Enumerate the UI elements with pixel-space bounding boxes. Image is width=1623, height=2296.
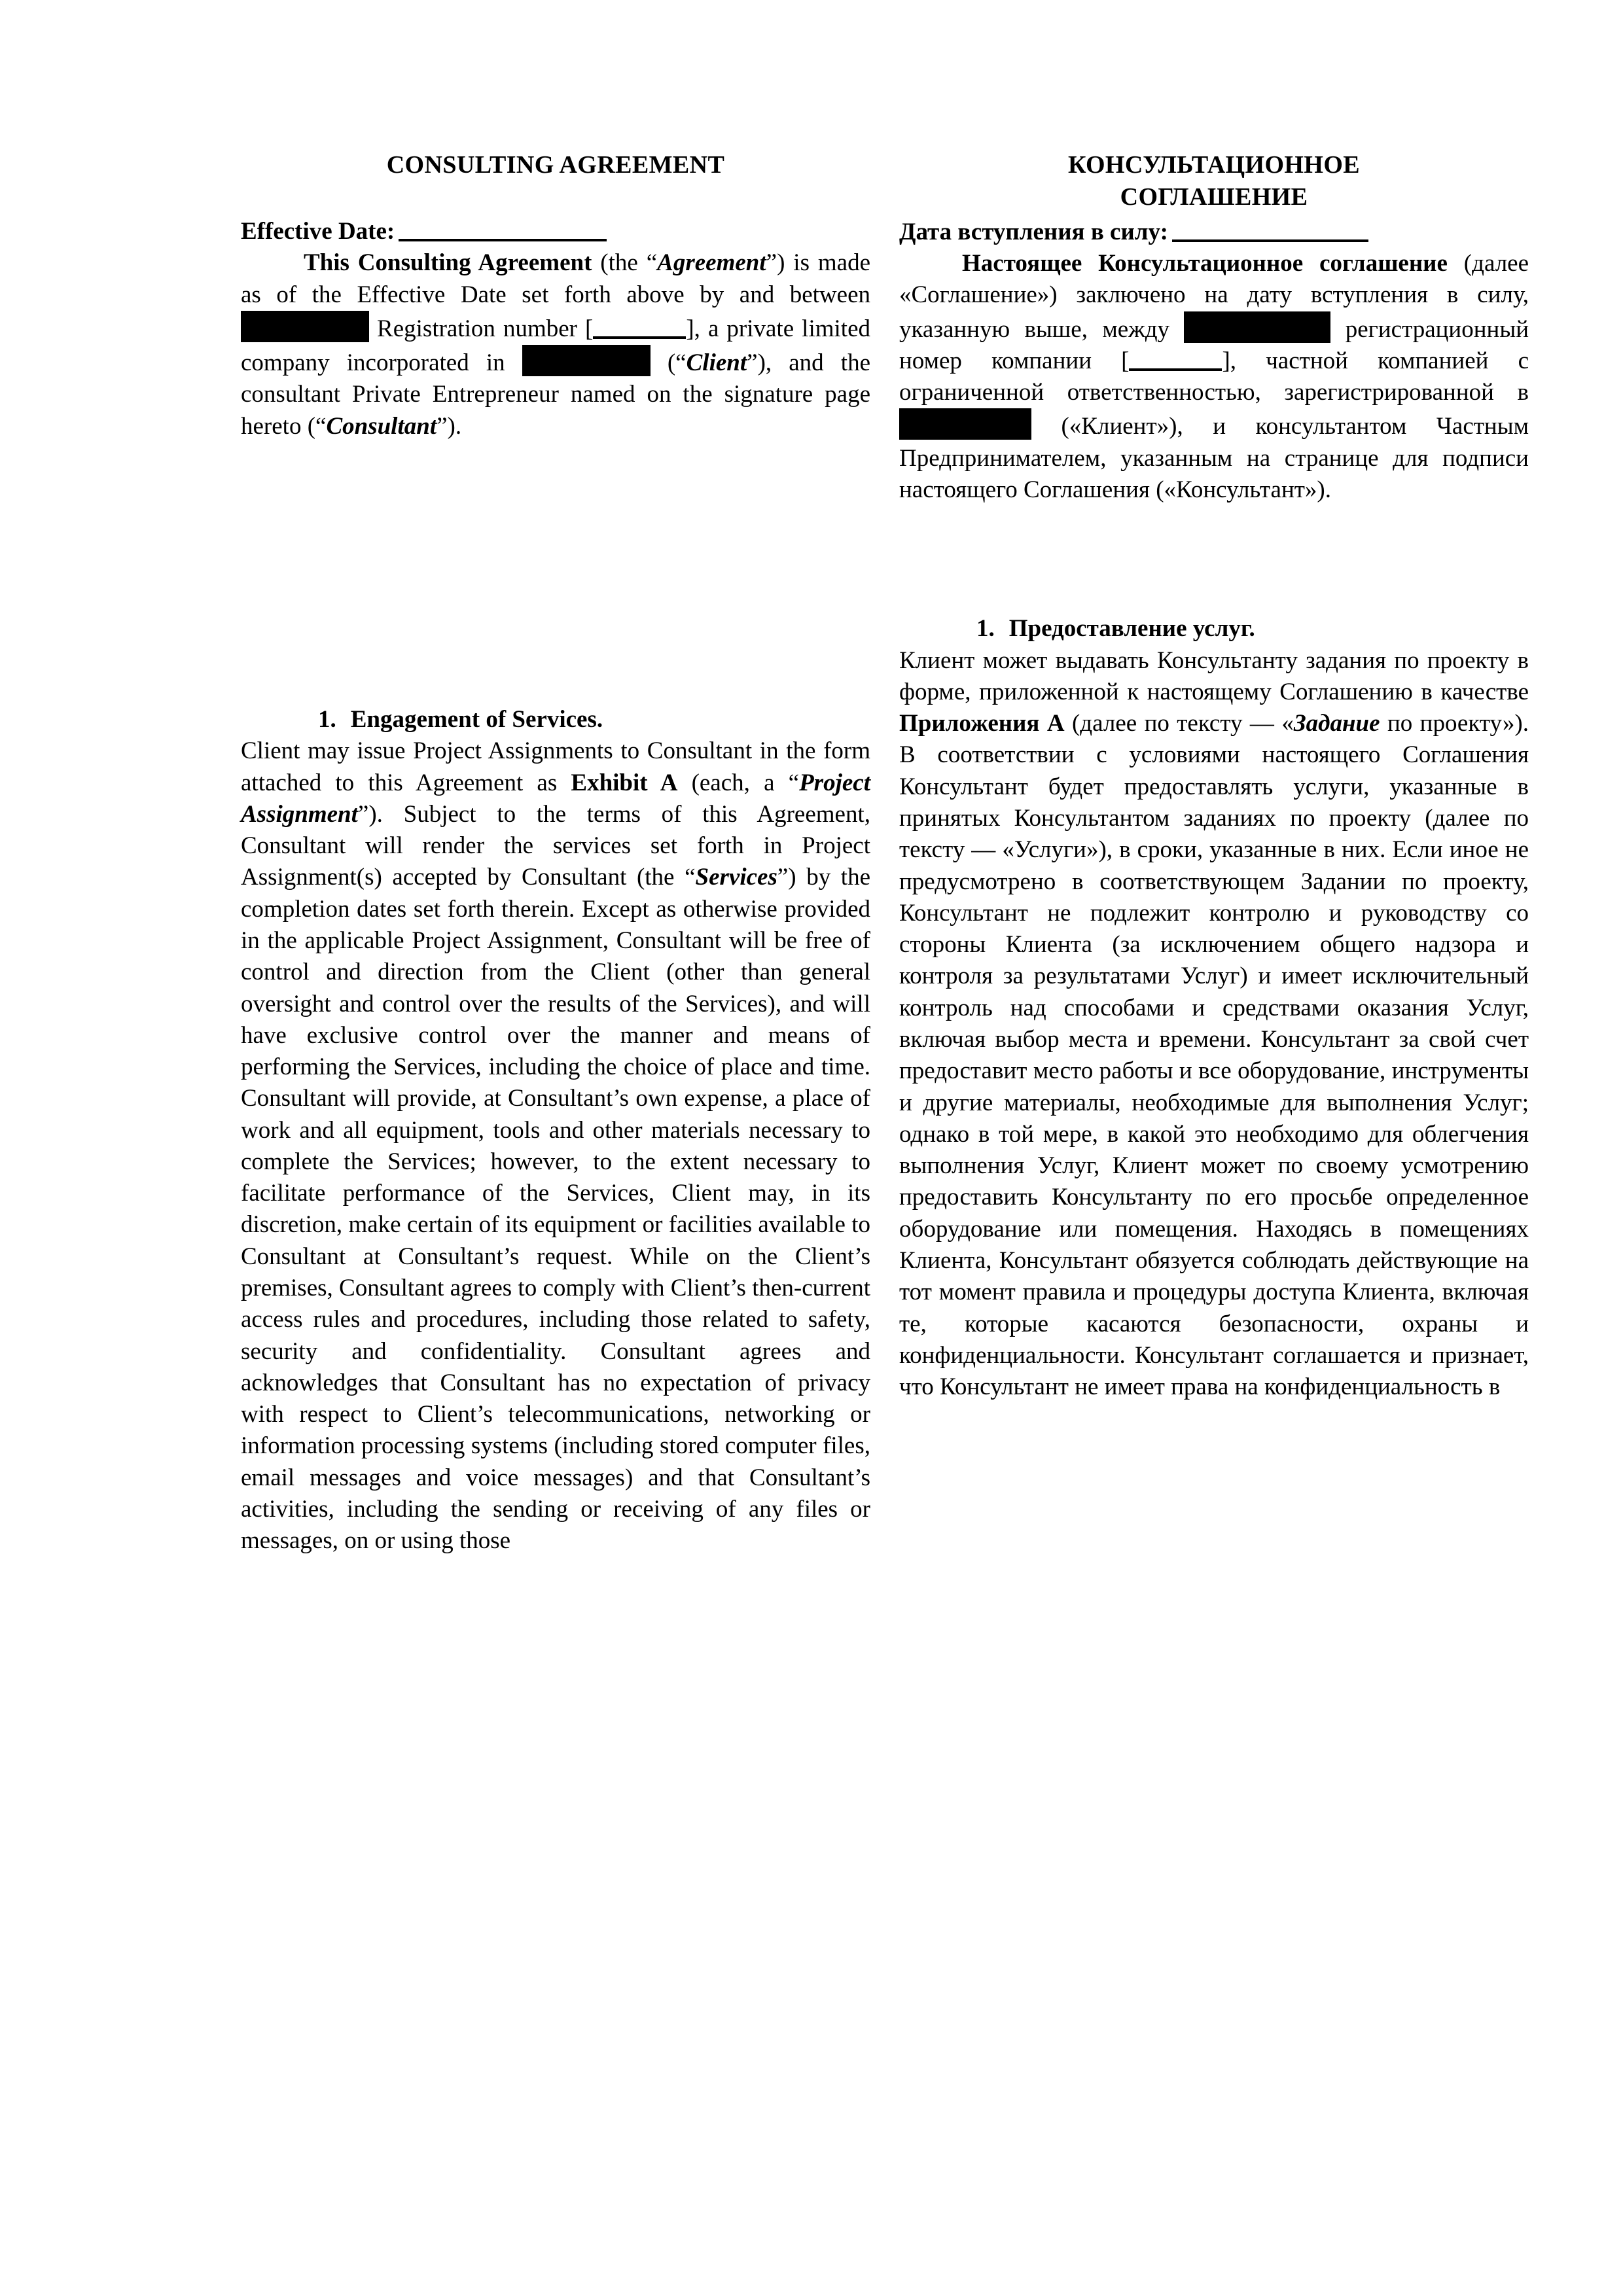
russian-section-1-body-1: Клиент может выдавать Консультанту задания по проекту в форме, приложенной к настоящему Соглашению в качестве — [899, 646, 1529, 705]
english-intro-part5: (“ — [650, 349, 687, 377]
russian-document-title — [899, 149, 1529, 217]
russian-intro-part1: (далее «Соглашение») заключено на дату вступления в силу, указанную выше, между — [899, 250, 1529, 343]
english-section-1-heading — [241, 704, 870, 735]
russian-effective-date-label: Дата вступления в силу: — [899, 218, 1168, 245]
russian-intro-part4: («Клиент»), и консультантом Частным Предпринимателем, указанным на странице для подписи настоящего Соглашения («Консультант»). — [899, 413, 1529, 504]
english-registration-number-blank[interactable] — [593, 319, 686, 339]
redaction-box-jurisdiction-en — [522, 345, 651, 376]
russian-effective-date-line — [899, 217, 1529, 248]
russian-section-1-title: Предоставление услуг. — [1008, 615, 1255, 643]
english-intro-part4: ], a private limited company incorporated in — [241, 315, 870, 377]
english-column-spacer — [241, 442, 870, 704]
english-document-title: CONSULTING AGREEMENT — [386, 151, 725, 179]
russian-section-1-body-3: по проекту»). В соответствии с условиями настоящего Соглашения Консультант будет предоставлять услуги, указанные в принятых Консультантом заданиях по проекту (далее по тексту — «Услуги»), в сроки, указанные в них. Если иное не предусмотрено в соответствующем Задании по проекту, Консультант не подлежит контролю и руководству со стороны Клиента (за исключением общего надзора и контроля за результатами Услуг) и имеет исключительный контроль над способами и средствами оказания Услуг, включая выбор места и времени. Консультант за свой счет предоставит место работы и все оборудование, инструменты и другие материалы, необходимые для выполнения Услуг; однако в той мере, в какой это необходимо для облегчения выполнения Услуг, Клиент может по своему усмотрению предоставить Консультанту по его просьбе определенное оборудование или помещения. Находясь в помещениях Клиента, Консультант обязуется соблюдать действующие на тот момент правила и процедуры доступа Клиента, включая те, которые касаются безопасности, охраны и конфиденциальности. Консультант соглашается и признает, что Консультант не имеет права на конфиденциальность в — [899, 710, 1529, 1401]
russian-section-1-body-2: (далее по тексту — « — [1064, 710, 1294, 737]
english-intro-paragraph — [241, 247, 870, 442]
redaction-box-jurisdiction-ru — [899, 408, 1031, 440]
english-section-1-body-2: (each, a “ — [677, 769, 800, 796]
russian-section-1-heading — [899, 613, 1529, 645]
russian-title-line-1: КОНСУЛЬТАЦИОННОЕ — [1067, 151, 1361, 179]
english-exhibit-a-label: Exhibit A — [571, 769, 678, 796]
russian-intro-part2: регистрационный номер компании [ — [899, 315, 1529, 374]
russian-intro-part3: ], частной компанией с ограниченной ответственностью, зарегистрированной в — [899, 347, 1529, 406]
russian-registration-number-blank[interactable] — [1129, 351, 1222, 371]
russian-exhibit-a-label: Приложения А — [899, 710, 1065, 737]
english-section-1-body-1: Client may issue Project Assignments to Consultant in the form attached to this Agreement as — [241, 737, 870, 796]
russian-effective-date-blank[interactable] — [1172, 220, 1368, 242]
russian-column-spacer — [899, 506, 1529, 613]
english-intro-part2: ”) is made as of the Effective Date set forth above by and between — [241, 249, 871, 308]
redaction-box-client-name-en — [241, 311, 369, 342]
redaction-box-client-name-ru — [1184, 311, 1330, 343]
english-section-1-title: Engagement of Services. — [350, 705, 603, 733]
two-column-layout — [241, 149, 1529, 1557]
english-section-1-body — [241, 735, 870, 1557]
english-intro-part7: ”). — [437, 412, 462, 440]
english-effective-date-blank[interactable] — [399, 219, 607, 241]
russian-column — [899, 149, 1529, 1403]
russian-intro-paragraph — [899, 248, 1529, 506]
russian-section-1-number: 1. — [976, 615, 995, 643]
english-column — [241, 149, 870, 1557]
russian-section-1-body — [899, 645, 1529, 1404]
english-section-1-body-3: ”). Subject to the terms of this Agreement, Consultant will render the services set forth in Project Assignment(s) accepted by Consultant (the “ — [241, 800, 870, 891]
english-effective-date-label: Effective Date: — [241, 218, 395, 245]
english-term-consultant: Consultant — [326, 412, 437, 440]
english-term-project-assignment: Project Assignment — [241, 769, 870, 828]
english-intro-part6: ”), and the consultant Private Entrepreneur named on the signature page hereto (“ — [241, 349, 870, 440]
english-intro-part3: Registration number [ — [369, 315, 594, 342]
english-term-services: Services — [695, 864, 777, 891]
russian-term-project-assignment: Задание — [1293, 710, 1380, 737]
english-term-client: Client — [686, 349, 747, 377]
english-term-agreement: Agreement — [657, 249, 766, 277]
russian-title-line-2: СОГЛАШЕНИЕ — [1120, 183, 1308, 211]
english-intro-lead: This Consulting Agreement — [304, 249, 592, 277]
english-effective-date-line — [241, 216, 870, 247]
english-intro-part1: (the “ — [592, 249, 658, 277]
document-body — [241, 149, 1529, 1557]
russian-intro-lead: Настоящее Консультационное соглашение — [962, 250, 1448, 277]
english-section-1-body-4: ”) by the completion dates set forth therein. Except as otherwise provided in the applicable Project Assignment, Consultant will be free of control and direction from the Client (other than general oversight and control over the results of the Services), and will have exclusive control over the manner and means of performing the Services, including the choice of place and time. Consultant will provide, at Consultant’s own expense, a place of work and all equipment, tools and other materials necessary to complete the Services; however, to the extent necessary to facilitate performance of the Services, Client may, in its discretion, make certain of its equipment or facilities available to Consultant at Consultant’s request. While on the Client’s premises, Consultant agrees to comply with Client’s then-current access rules and procedures, including those related to safety, security and confidentiality. Consultant agrees and acknowledges that Consultant has no expectation of privacy with respect to Client’s telecommunications, networking or information processing systems (including stored computer files, email messages and voice messages) and that Consultant’s activities, including the sending or receiving of any files or messages, on or using those — [241, 864, 871, 1555]
english-section-1-number: 1. — [318, 705, 336, 733]
